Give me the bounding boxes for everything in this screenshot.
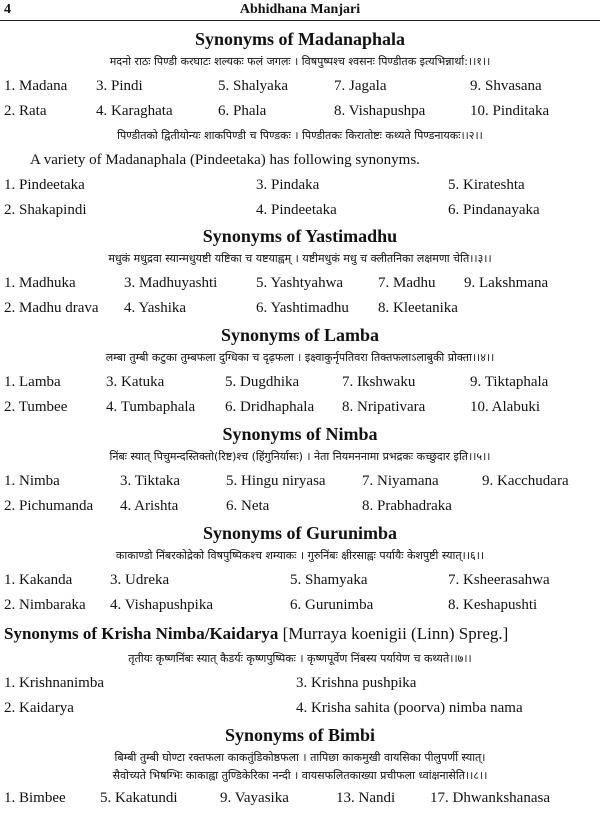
synonym-term: 7. Jagala [334,78,387,94]
synonym-term: 1. Madana [4,78,68,94]
synonym-term: 2. Shakapindi [4,202,87,218]
variety-note: A variety of Madanaphala (Pindeetaka) has following synonyms. [30,152,420,168]
synonym-term: 2. Pichumanda [4,498,94,514]
synonym-term: 7. Ksheerasahwa [448,572,550,588]
section-heading: Synonyms of Nimba [222,424,378,444]
synonym-term: 7. Madhu [378,275,436,291]
synonym-term: 5. Yashtyahwa [256,275,344,291]
running-title: Abhidhana Manjari [239,2,361,17]
synonym-term: 7. Ikshwaku [342,374,416,390]
synonym-row [0,597,600,617]
synonym-term: 8. Keshapushti [448,597,538,613]
synonym-term: 10. Pinditaka [470,103,550,119]
synonym-row [0,572,600,592]
synonym-term: 3. Krishna pushpika [296,675,417,691]
synonym-row [0,177,600,197]
botanical-name: [Murraya koenigii (Linn) Spreg.] [282,624,509,643]
synonym-row [0,700,600,720]
synonym-term: 2. Kaidarya [4,700,74,716]
sanskrit-verse: बिम्बी तुम्बी घोण्टा रक्तफला काकतुंडिकोष्ठफला । तापिछा काकमुखी वायसिका पीलुपर्णी स्यात्। [114,751,486,764]
sanskrit-verse: काकाण्डो निंबरकोद्रेको विषपुष्पिकश्च शम्याकः । गुरुनिंबः क्षीरसाह्वः पर्यायैः केशपुष्टी स्यात्।।६।। [115,549,485,562]
synonym-term: 4. Yashika [124,300,187,316]
section-heading-title: Synonyms of Krisha Nimba/Kaidarya [4,624,279,643]
synonym-term: 5. Hingu niryasa [226,473,326,489]
synonym-term: 3. Tiktaka [120,473,181,489]
synonym-term: 5. Shamyaka [290,572,368,588]
synonym-row [0,78,600,98]
synonym-term: 7. Niyamana [362,473,439,489]
synonym-row [0,275,600,295]
synonym-row [0,300,600,320]
synonym-term: 10. Alabuki [470,399,540,415]
page-number: 4 [4,2,11,17]
synonym-term: 9. Lakshmana [464,275,549,291]
synonym-term: 3. Madhuyashti [124,275,218,291]
synonym-term: 6. Phala [218,103,267,119]
synonym-term: 6. Dridhaphala [225,399,315,415]
synonym-row [0,103,600,123]
synonym-term: 3. Pindi [96,78,143,94]
synonym-term: 5. Kirateshta [448,177,525,193]
section-heading [4,624,508,644]
sanskrit-verse: मधुकं मधुद्रवा स्यान्मधुयष्टी यष्टिका च यष्टयाह्वम् । यष्टीमधुकं मधु च क्लीतनिका लक्षमणा चेति।।३।। [108,252,492,265]
section-heading: Synonyms of Madanaphala [194,29,406,49]
sanskrit-verse: लम्बा तुम्बी कटुका तुम्बफला दुग्धिका च दृढ़फला । इक्ष्वाकुर्नृपतिवरा तिक्तफलाऽलाबुकी प्रोक्ता।।४।। [105,351,495,364]
sanskrit-verse: निंबः स्यात् पिचुमन्दस्तिक्तो(रिष्ट)श्च (हिंगुनिर्यासः) । नेता नियमननामा प्रभद्रकः कच्छुदार इति।।५।। [109,450,491,463]
section-heading: Synonyms of Lamba [220,325,380,345]
synonym-term: 1. Madhuka [4,275,76,291]
synonym-row [0,473,600,493]
synonym-term: 2. Tumbee [4,399,68,415]
sanskrit-verse: मदनो राठः पिण्डी करघाटः शल्यकः फलं जगलः । विषपुष्पश्च श्वसनः पिण्डीतक इत्यभिन्नार्था:।।१।। [109,55,491,68]
synonym-row [0,399,600,419]
synonym-term: 4. Tumbaphala [106,399,196,415]
synonym-term: 3. Udreka [110,572,170,588]
synonym-term: 5. Kakatundi [100,790,178,806]
synonym-term: 5. Shalyaka [218,78,288,94]
synonym-term: 2. Rata [4,103,47,119]
synonym-term: 17. Dhwankshanasa [430,790,550,806]
synonym-term: 2. Madhu drava [4,300,99,316]
synonym-row [0,498,600,518]
synonym-term: 3. Pindaka [256,177,320,193]
synonym-term: 4. Vishapushpika [110,597,213,613]
synonym-term: 4. Pindeetaka [256,202,337,218]
synonym-term: 9. Tiktaphala [470,374,549,390]
synonym-term: 1. Krishnanimba [4,675,104,691]
sanskrit-verse: तृतीयः कृष्णनिंबः स्यात् कैडर्यः कृष्णपुष्पिकः । कृष्णपूर्वेण निंबस्य पर्यायेण च कथ्यते।।७।। [128,652,472,665]
synonym-term: 1. Kakanda [4,572,73,588]
synonym-term: 6. Neta [226,498,270,514]
synonym-row [0,790,600,810]
synonym-term: 9. Shvasana [470,78,542,94]
synonym-term: 8. Vishapushpa [334,103,426,119]
synonym-term: 6. Gurunimba [290,597,374,613]
synonym-term: 9. Kacchudara [482,473,569,489]
sanskrit-verse: पिण्डीतको द्वितीयोन्यः शाकपिण्डी च पिण्डकः । पिण्डीतकः किराताेष्टः कथ्यते पिण्डनायकः।।२।। [117,129,483,142]
synonym-row [0,374,600,394]
synonym-term: 8. Kleetanika [378,300,458,316]
synonym-row [0,202,600,222]
synonym-term: 1. Pindeetaka [4,177,85,193]
synonym-term: 6. Pindanayaka [448,202,540,218]
synonym-term: 3. Katuka [106,374,165,390]
synonym-term: 1. Nimba [4,473,60,489]
section-heading: Synonyms of Gurunimba [202,523,398,543]
synonym-term: 4. Karaghata [96,103,173,119]
sanskrit-verse: सैवोच्यते भिषग्भिः काकाह्वा तुण्डिकेरिका नन्दी । वायसफलितकाख्या प्रचीफला ध्वांक्षनासेति।।८।। [112,769,488,782]
synonym-term: 5. Dugdhika [225,374,300,390]
synonym-term: 4. Arishta [120,498,179,514]
section-heading: Synonyms of Yastimadhu [202,226,398,246]
synonym-term: 13. Nandi [336,790,396,806]
synonym-row [0,675,600,695]
synonym-term: 6. Yashtimadhu [256,300,349,316]
synonym-term: 4. Krisha sahita (poorva) nimba nama [296,700,523,716]
running-header [0,0,600,21]
synonym-term: 9. Vayasika [220,790,289,806]
synonym-term: 1. Bimbee [4,790,66,806]
synonym-term: 8. Nripativara [342,399,426,415]
section-heading: Synonyms of Bimbi [224,725,376,745]
synonym-term: 8. Prabhadraka [362,498,452,514]
synonym-term: 1. Lamba [4,374,61,390]
synonym-term: 2. Nimbaraka [4,597,86,613]
